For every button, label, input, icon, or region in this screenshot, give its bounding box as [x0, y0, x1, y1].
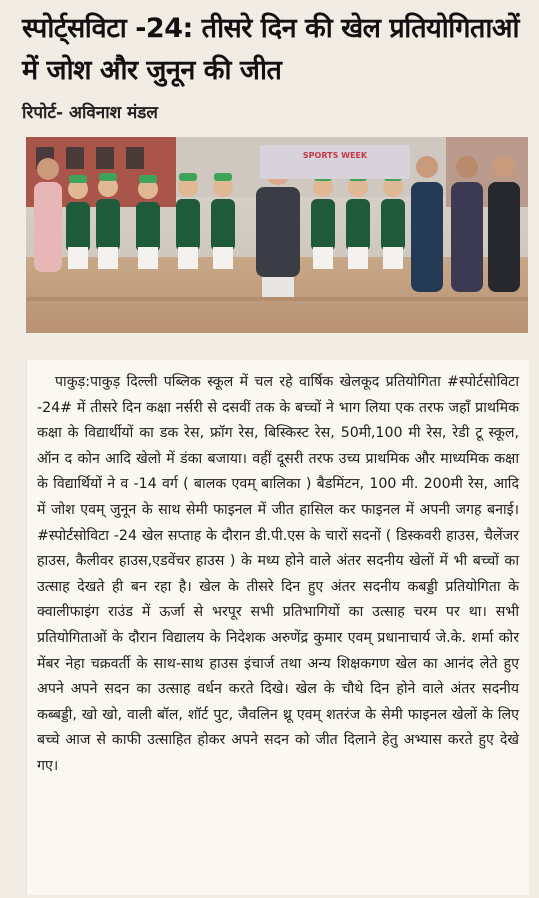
article-paragraph: पाकुड़:पाकुड़ दिल्ली पब्लिक स्कूल में चल रहे वार्षिक खेलकूद प्रतियोगिता #स्पोर्टसोविटा -24# में तीसरे दिन कक्षा नर्सरी से दसवीं तक के बच्चों ने भाग लिया एक तरफ जहाँ प्राथमिक कक्षा के विद्यार्थीयों का डक रेस, फ्रॉग रेस, बिस्किस्ट रेस, 50मी,100 मी रेस, रेडी टू स्कूल, ऑन द कोन आदि खेलो में डंका बजाया। वहीं दूसरी तरफ उच्य प्राथमिक और माध्यमिक कक्षा के विद्यार्थियों ने व -14 वर्ग ( बालक एवम् बालिका ) बैडमिंटन, 100 मी. 200मी रेस, आदि में जोश एवम् जुनून के साथ सेमी फाइनल में जीत हासिल कर फाइनल में अपनी जगह बनाई। #स्पोर्टसोविटा -24 खेल सप्ताह के दौरान डी.पी.एस के चारों सदनों ( डिस्कवरी हाउस, चैलेंजर हाउस, कैलीवर हाउस,एडवेंचर हाउस ) के मध्य होने वाले अंतर सदनीय खेलों में भी बच्चों का उत्साह देखते ही बन रहा है। खेल के तीसरे दिन हुए अंतर सदनीय कबड्डी प्रतियोगिता के क्वालीफाइंग राउंड में ऊर्जा से भरपूर सभी प्रतिभागियों का उत्साह चरम पर था। सभी प्रतियोगिताओं के दौरान विद्यालय के निदेशक अरुणेंद्र कुमार एवम् प्रधानाचार्य जे.के. शर्मा कोर मेंबर नेहा चक्रवर्ती के साथ-साथ हाउस इंचार्ज तथा अन्य शिक्षकगण खेल का आनंद लेते हुए अपने अपने सदन का उत्साह वर्धन करते दिखे। खेल के चौथे दिन होने वाले अंतर सदनीय कब्बड्डी, खो खो, वाली बॉल, शॉर्ट पुट, जैवलिन थ्रू एवम् शतरंज के सेमी फाइनल खेलों के लिए बच्चे आज से काफी उत्साहित होकर अपने सदन को जीत दिलाने हेतु अभ्यास करते हुए देखे गए।: [37, 374, 519, 774]
article-body: [26, 360, 529, 895]
headline: स्पोर्ट्सविटा -24: तीसरे दिन की खेल प्रतियोगिताओं में जोश और जुनून की जीत: [22, 13, 519, 86]
sports-week-banner: SPORTS WEEK: [260, 145, 410, 179]
news-photo: [26, 137, 528, 333]
byline: रिपोर्ट- अविनाश मंडल: [22, 103, 158, 123]
